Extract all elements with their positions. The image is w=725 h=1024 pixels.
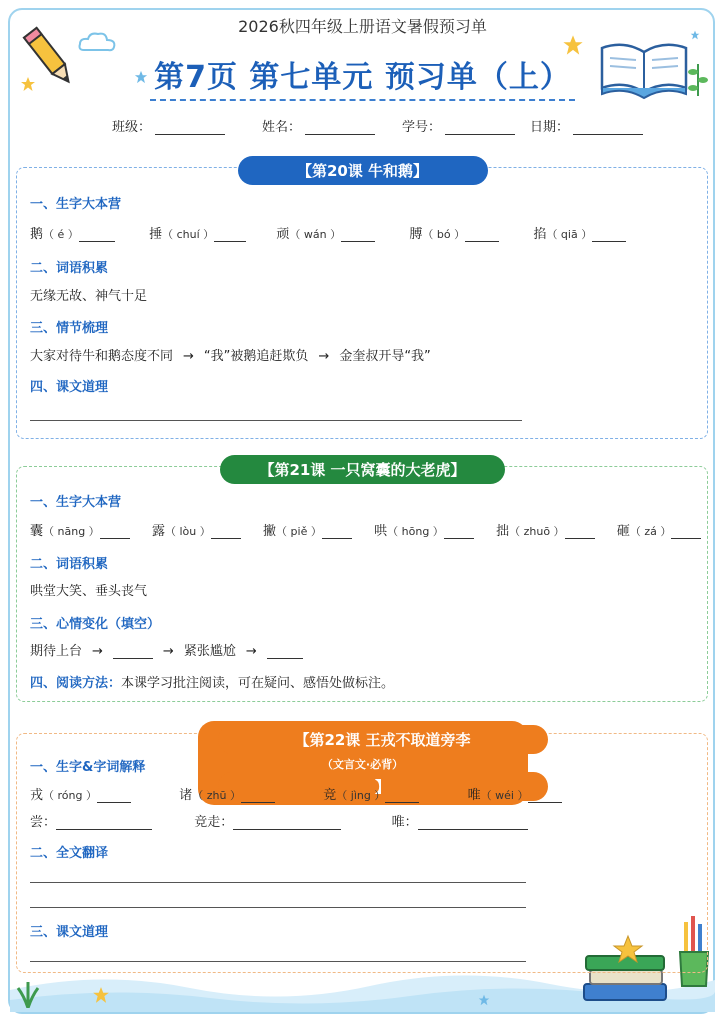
char-item: 撇（ piě ） [263, 524, 352, 539]
worksheet-series-title: 2026秋四年级上册语文暑假预习单 [238, 17, 487, 36]
char-item: 砸（ zá ） [617, 524, 702, 539]
answer-blank[interactable] [528, 790, 562, 803]
reading-method-text: 本课学习批注阅读，可在疑问、感悟处做标注。 [121, 676, 395, 691]
char-item: 诸（ zhū ） [179, 788, 275, 803]
lesson-22-note: （文言文·必背） [321, 758, 404, 771]
answer-blank[interactable] [241, 790, 275, 803]
char-item: 掐（ qiā ） [533, 227, 626, 242]
lesson-21-mood-row [30, 640, 303, 659]
char-item: 拙（ zhuō ） [496, 524, 594, 539]
answer-blank[interactable] [385, 790, 419, 803]
lesson-21-char-row [30, 520, 701, 539]
date-field[interactable] [530, 116, 643, 135]
lesson-22-title: 【第22课 王戎不取道旁李（文言文·必背）】 [198, 721, 528, 805]
lesson-21-heading-words: 二、词语积累 [30, 557, 109, 572]
arrow-icon: → [162, 644, 174, 659]
star-icon [92, 986, 110, 1004]
mood-blank[interactable] [267, 646, 303, 659]
grass-icon [14, 978, 42, 1008]
definition-label: 唯： [391, 815, 418, 830]
answer-blank[interactable] [79, 229, 115, 242]
plot-step: 大家对待牛和鹅态度不同 [30, 349, 174, 364]
writing-line[interactable] [30, 907, 526, 908]
lesson-21-heading-method: 四、阅读方法： [30, 676, 122, 691]
class-field[interactable] [112, 116, 225, 135]
lesson-20-plot-row [30, 345, 431, 364]
answer-blank[interactable] [444, 526, 474, 539]
lesson-21-banner [0, 455, 725, 484]
arrow-icon: → [245, 644, 257, 659]
plot-step: “我”被鹅追赶欺负 [203, 349, 309, 364]
mood-step: 紧张尴尬 [183, 644, 236, 659]
student-id-blank[interactable] [445, 120, 515, 135]
lesson-22-definition-row [30, 811, 528, 830]
answer-blank[interactable] [671, 526, 701, 539]
mood-blank[interactable] [113, 646, 153, 659]
title-underline [150, 99, 575, 101]
lesson-21-reading-method [30, 672, 394, 691]
arrow-icon: → [183, 349, 194, 364]
student-id-field[interactable] [402, 116, 515, 135]
answer-blank[interactable] [322, 526, 352, 539]
lesson-20-heading-chars: 一、生字大本营 [30, 197, 122, 212]
lesson-20-banner [0, 156, 725, 185]
lesson-21-title: 【第21课 一只窝囊的大老虎】 [220, 455, 505, 484]
writing-line[interactable] [30, 882, 526, 883]
lesson-21-words: 哄堂大笑、垂头丧气 [30, 584, 148, 599]
answer-blank[interactable] [592, 229, 626, 242]
date-label: 日期： [530, 120, 570, 135]
lesson-20-heading-plot: 三、情节梳理 [30, 321, 109, 336]
name-blank[interactable] [305, 120, 375, 135]
lesson-20-heading-words: 二、词语积累 [30, 261, 109, 276]
name-label: 姓名： [262, 120, 302, 135]
lesson-20-words: 无缘无故、神气十足 [30, 289, 148, 304]
answer-blank[interactable] [214, 229, 246, 242]
char-item: 竞（ jìng ） [323, 788, 419, 803]
char-item: 鹅（ é ） [30, 227, 115, 242]
definition-blank[interactable] [56, 817, 152, 830]
mood-step: 期待上台 [30, 644, 83, 659]
page-title: 第7页 第七单元 预习单（上） [154, 60, 571, 95]
lesson-20-char-row [30, 223, 626, 242]
char-item: 顽（ wán ） [276, 227, 375, 242]
writing-line[interactable] [30, 961, 526, 962]
plot-step: 金奎叔开导“我” [339, 349, 431, 364]
arrow-icon: → [92, 644, 103, 659]
lesson-20-title: 【第20课 牛和鹅】 [238, 156, 488, 185]
lesson-22-heading-translation: 二、全文翻译 [30, 846, 109, 861]
answer-blank[interactable] [211, 526, 241, 539]
definition-label: 尝： [30, 815, 57, 830]
lesson-22-heading-lesson: 三、课文道理 [30, 925, 109, 940]
student-id-label: 学号： [402, 120, 442, 135]
writing-line[interactable] [30, 420, 522, 421]
lesson-22-char-row [30, 784, 562, 803]
char-item: 膊（ bó ） [409, 227, 499, 242]
definition-blank[interactable] [233, 817, 341, 830]
char-item: 唯（ wéi ） [468, 788, 563, 803]
char-item: 捶（ chuí ） [149, 227, 246, 242]
answer-blank[interactable] [465, 229, 499, 242]
lesson-21-heading-mood: 三、心情变化（填空） [30, 617, 161, 632]
definition-label: 竞走： [194, 815, 234, 830]
answer-blank[interactable] [97, 790, 131, 803]
class-label: 班级： [112, 120, 152, 135]
name-field[interactable] [262, 116, 375, 135]
date-blank[interactable] [573, 120, 643, 135]
class-blank[interactable] [155, 120, 225, 135]
lesson-22-heading-chars: 一、生字&字词解释 [30, 760, 146, 775]
definition-blank[interactable] [418, 817, 528, 830]
answer-blank[interactable] [100, 526, 130, 539]
answer-blank[interactable] [565, 526, 595, 539]
arrow-icon: → [318, 349, 330, 364]
char-item: 露（ lòu ） [152, 524, 241, 539]
lesson-20-heading-lesson: 四、课文道理 [30, 380, 109, 395]
star-icon [478, 994, 490, 1006]
char-item: 哄（ hōng ） [374, 524, 474, 539]
lesson-21-heading-chars: 一、生字大本营 [30, 495, 122, 510]
char-item: 戎（ róng ） [30, 788, 131, 803]
char-item: 囊（ nāng ） [30, 524, 130, 539]
answer-blank[interactable] [341, 229, 375, 242]
